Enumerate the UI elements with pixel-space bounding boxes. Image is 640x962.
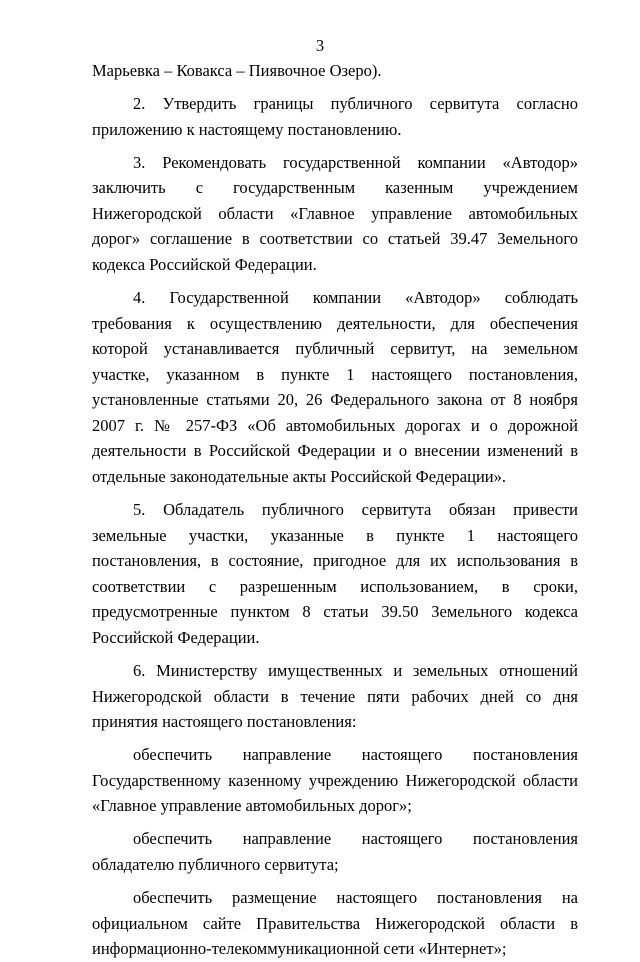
- paragraph-4: 4. Государственной компании «Автодор» соблюдать требования к осуществлению деятельности, для обеспечения которой устанавливается публичный сервитут, на земельном участке, указанном в пункте 1 настоящего постановления, установленные статьями 20, 26 Федерального закона от 8 ноября 2007 г. № 257-ФЗ «Об автомобильных дорогах и о дорожной деятельности в Российской Федерации и о внесении изменений в отдельные законодательные акты Российской Федерации».: [92, 287, 578, 487]
- paragraph-6-item-1: обеспечить направление настоящего постановления Государственному казенному учреждению Нижегородской области «Главное управление автомобильных дорог»;: [92, 745, 578, 816]
- paragraph-6-item-3: обеспечить размещение настоящего постановления на официальном сайте Правительства Нижегородской области в информационно-телекоммуникационной сети «Интернет»;: [92, 887, 578, 959]
- paragraph-1-continuation: Марьевка – Ковакса – Пиявочное Озеро).: [92, 61, 382, 80]
- paragraph-3: 3. Рекомендовать государственной компании «Автодор» заключить с государственным казенным учреждением Нижегородской области «Главное управление автомобильных дорог» соглашение в соответствии со статьей 39.47 Земельного кодекса Российской Федерации.: [92, 152, 578, 274]
- paragraph-5: 5. Обладатель публичного сервитута обязан привести земельные участки, указанные в пункте 1 настоящего постановления, в состояние, пригодное для их использования в соответствии с разрешенным использованием, в сроки, предусмотренные пунктом 8 статьи 39.50 Земельного кодекса Российской Федерации.: [92, 500, 578, 648]
- document-body: [92, 58, 578, 962]
- page-number: 3: [315, 36, 325, 55]
- paragraph-6: 6. Министерству имущественных и земельных отношений Нижегородской области в течение пяти рабочих дней со дня принятия настоящего постановления:: [92, 661, 578, 732]
- paragraph-6-item-2: обеспечить направление настоящего постановления обладателю публичного сервитута;: [92, 829, 578, 874]
- paragraph-2: 2. Утвердить границы публичного сервитута согласно приложению к настоящему постановлению.: [92, 93, 578, 139]
